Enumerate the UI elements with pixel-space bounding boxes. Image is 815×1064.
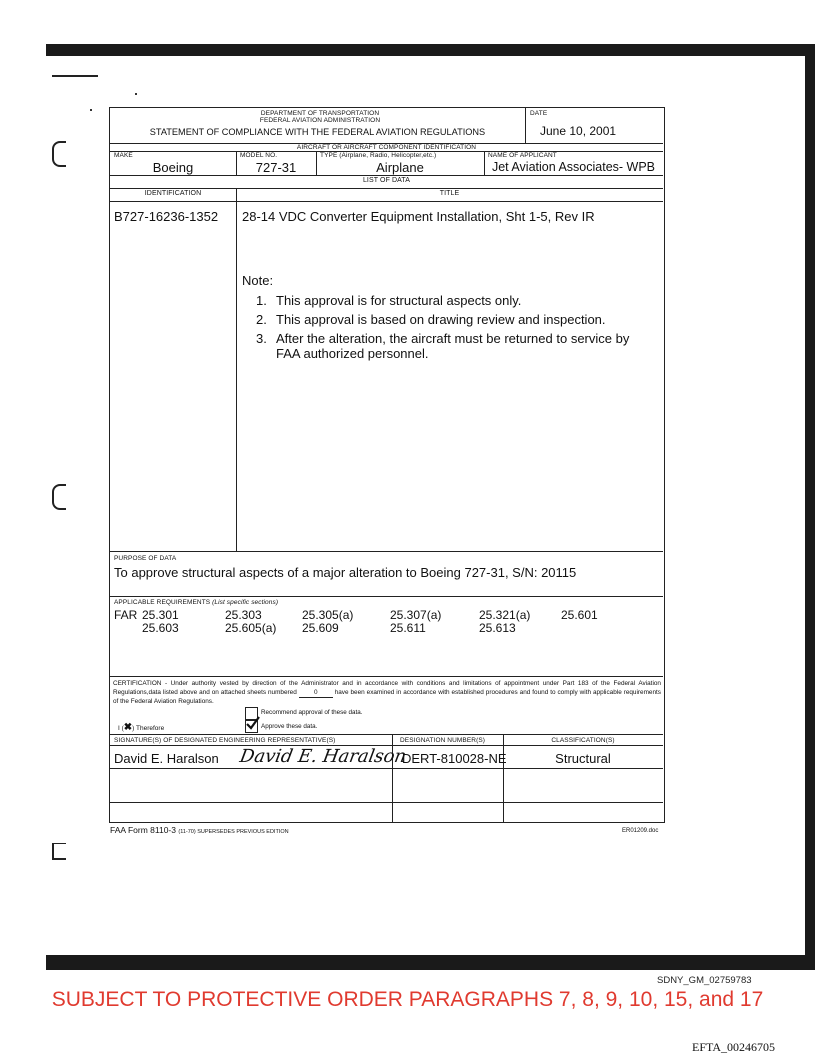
requirement-item: 25.303: [225, 608, 262, 622]
requirement-item: 25.605(a): [225, 621, 277, 635]
requirement-item: 25.613: [479, 621, 516, 635]
punch-hole: [52, 843, 66, 860]
requirement-item: 25.305(a): [302, 608, 354, 622]
applicant-label: NAME OF APPLICANT: [488, 152, 557, 159]
scan-border-right: [805, 44, 815, 970]
approve-checkbox[interactable]: [245, 720, 258, 733]
requirement-item: 25.611: [390, 621, 426, 635]
designation-value: DERT-810028-NE: [402, 751, 507, 766]
scan-border-bottom: [46, 955, 815, 970]
title-header: TITLE: [439, 190, 460, 197]
make-value: Boeing: [152, 160, 194, 175]
scan-speck: [135, 93, 137, 95]
approve-label: Approve these data.: [261, 723, 318, 730]
model-value: 727-31: [255, 160, 297, 175]
certification-text: CERTIFICATION - Under authority vested by direction of the Administrator and in accordance with conditions and limitations of appointment under Part 183 of the Federal Aviation Regulations,data listed above and on attached sheets numbered 0 have been examined in accordance with established procedures and found to comply with applicable requirements of the Federal Aviation Regulations.: [113, 680, 661, 706]
classification-value: Structural: [555, 751, 611, 766]
date-label: DATE: [530, 110, 548, 117]
type-value: Airplane: [376, 160, 424, 175]
requirement-item: 25.609: [302, 621, 339, 635]
classification-header: CLASSIFICATION(S): [551, 737, 615, 744]
admin-title: FEDERAL AVIATION ADMINISTRATION: [259, 117, 381, 124]
doc-id: ER01209.doc: [622, 828, 659, 834]
requirement-item: 25.603: [142, 621, 179, 635]
make-label: MAKE: [114, 152, 133, 159]
requirement-item: 25.301: [142, 608, 179, 622]
statement-title: STATEMENT OF COMPLIANCE WITH THE FEDERAL AVIATION REGULATIONS: [149, 127, 486, 137]
designation-header: DESIGNATION NUMBER(S): [400, 737, 486, 744]
scan-mark: [52, 75, 98, 77]
scan-speck: [90, 109, 92, 111]
der-name: David E. Haralson: [114, 751, 219, 766]
note-label: Note:: [242, 273, 274, 288]
form-id: FAA Form 8110-3 (11-70) SUPERSEDES PREVIOUS EDITION: [110, 825, 289, 835]
date-value: June 10, 2001: [540, 124, 617, 138]
note-item: 2. This approval is based on drawing review and inspection.: [256, 312, 606, 327]
recommend-label: Recommend approval of these data.: [261, 709, 363, 716]
notes-list: [256, 293, 656, 361]
efta-number: EFTA_00246705: [692, 1040, 776, 1054]
faa-form-8110-3: [109, 107, 665, 823]
model-label: MODEL NO.: [240, 152, 278, 159]
purpose-label: PURPOSE OF DATA: [114, 555, 177, 562]
therefore-text: I (✖) Therefore: [118, 722, 165, 733]
check-mark-icon: [246, 716, 260, 730]
aircraft-id-section-title: AIRCRAFT OR AIRCRAFT COMPONENT IDENTIFICATION: [296, 144, 477, 151]
sheet-number: 0: [299, 689, 333, 699]
identification-header: IDENTIFICATION: [144, 190, 202, 197]
list-of-data-title: LIST OF DATA: [362, 177, 411, 184]
dept-title: DEPARTMENT OF TRANSPORTATION: [260, 110, 380, 117]
requirement-item: 25.307(a): [390, 608, 442, 622]
punch-hole: [52, 484, 66, 510]
note-item: 3. After the alteration, the aircraft must be returned to service by FAA authorized personnel.: [256, 331, 630, 361]
protective-order-notice: SUBJECT TO PROTECTIVE ORDER PARAGRAPHS 7, 8, 9, 10, 15, and 17: [51, 988, 764, 1011]
requirements-label: APPLICABLE REQUIREMENTS (List specific sections): [114, 599, 279, 606]
data-title-value: 28-14 VDC Converter Equipment Installation, Sht 1-5, Rev IR: [242, 209, 595, 224]
handwritten-signature: David E. Haralson: [238, 746, 408, 767]
type-label: TYPE (Airplane, Radio, Helicopter,etc.): [320, 152, 437, 159]
requirement-item: 25.321(a): [479, 608, 531, 622]
note-item: 1. This approval is for structural aspects only.: [256, 293, 522, 308]
punch-hole: [52, 141, 66, 167]
signature-header: SIGNATURE(S) OF DESIGNATED ENGINEERING REPRESENTATIVE(S): [114, 737, 336, 744]
requirement-item: 25.601: [561, 608, 598, 622]
bates-number: SDNY_GM_02759783: [657, 975, 752, 986]
applicant-value: Jet Aviation Associates- WPB: [491, 160, 656, 174]
requirements-prefix: FAR: [114, 608, 138, 622]
scan-border-top: [46, 44, 815, 56]
identification-value: B727-16236-1352: [114, 209, 219, 224]
purpose-value: To approve structural aspects of a major alteration to Boeing 727-31, S/N: 20115: [114, 565, 577, 580]
